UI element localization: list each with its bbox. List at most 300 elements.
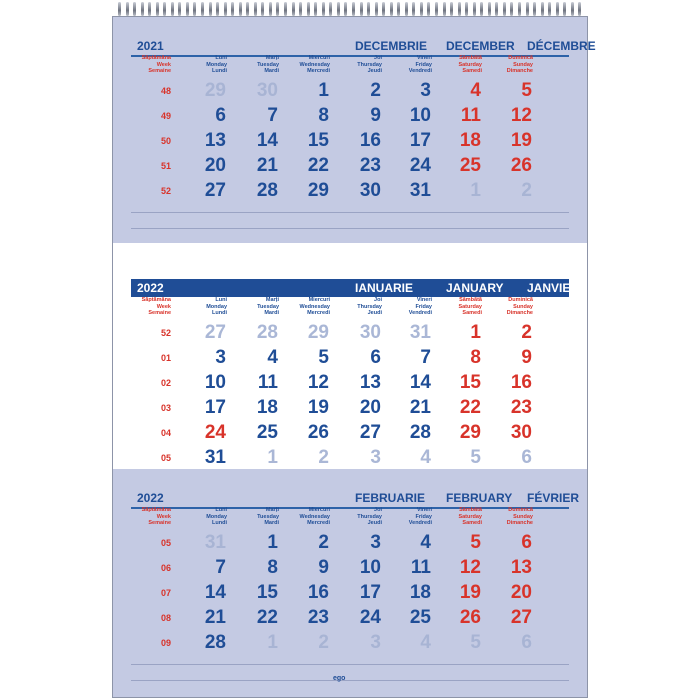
day-cell: 28 — [256, 322, 278, 343]
spiral-ring — [193, 2, 196, 16]
day-cell: 13 — [359, 372, 381, 393]
spiral-ring — [329, 2, 332, 16]
day-cell: 13 — [510, 557, 532, 578]
weekday-label-line: Tuesday — [257, 303, 279, 310]
spiral-ring — [141, 2, 144, 16]
week-label-line: Week — [156, 513, 171, 520]
spiral-ring — [171, 2, 174, 16]
weekday-label-line: Duminică — [508, 55, 533, 61]
spiral-ring — [427, 2, 430, 16]
day-cell: 15 — [459, 372, 481, 393]
spiral-ring — [126, 2, 129, 16]
day-cell: 28 — [256, 180, 278, 201]
weekday-label — [493, 55, 533, 75]
weekday-label-line: Saturday — [458, 513, 482, 520]
month-name-ro: FEBRUARIE — [355, 491, 426, 505]
year-label: 2021 — [137, 39, 164, 53]
day-cell: 1 — [318, 80, 329, 101]
weekday-label-line: Lundi — [212, 520, 227, 526]
weekday-label — [493, 297, 533, 317]
weekday-label-line: Wednesday — [299, 61, 330, 68]
spiral-ring — [541, 2, 544, 16]
day-cell: 26 — [510, 155, 532, 176]
weekday-label — [342, 55, 382, 75]
spiral-ring — [148, 2, 151, 16]
weekday-label — [239, 55, 279, 75]
weekday-label-line: Jeudi — [367, 520, 382, 526]
weekday-label — [442, 507, 482, 527]
day-cell: 25 — [256, 422, 278, 443]
day-cell: 25 — [409, 607, 431, 628]
spiral-ring — [458, 2, 461, 16]
day-cell: 6 — [370, 347, 381, 368]
week-row — [131, 531, 569, 556]
week-row — [131, 606, 569, 631]
week-column-label — [131, 507, 171, 527]
month-header — [131, 279, 580, 297]
spiral-ring — [344, 2, 347, 16]
day-cell: 29 — [307, 180, 329, 201]
day-cell: 3 — [370, 532, 381, 553]
weekday-label — [392, 507, 432, 527]
day-cell: 21 — [204, 607, 226, 628]
week-label-line: Săptămâna — [141, 55, 171, 61]
day-cell: 9 — [521, 347, 532, 368]
day-cell: 30 — [256, 80, 278, 101]
weekday-label — [239, 297, 279, 317]
note-line — [131, 664, 569, 665]
day-cell: 18 — [459, 130, 481, 151]
spiral-ring — [450, 2, 453, 16]
weekday-label-line: Vendredi — [408, 68, 432, 74]
spiral-ring — [307, 2, 310, 16]
spiral-ring — [360, 2, 363, 16]
spiral-ring — [209, 2, 212, 16]
day-cell: 26 — [307, 422, 329, 443]
spiral-ring — [246, 2, 249, 16]
spiral-ring — [510, 2, 513, 16]
week-row — [131, 346, 569, 371]
day-cell: 7 — [215, 557, 226, 578]
day-cell: 30 — [359, 180, 381, 201]
spiral-binding — [118, 2, 582, 16]
week-number: 08 — [160, 613, 171, 623]
weekday-label-line: Joi — [374, 55, 382, 61]
weekday-label-line: Thursday — [357, 61, 382, 68]
week-number: 01 — [160, 353, 171, 363]
week-column-label — [131, 297, 171, 317]
weekday-label-line: Duminică — [508, 297, 533, 303]
weekday-label-line: Friday — [415, 303, 432, 310]
weekday-label — [442, 297, 482, 317]
weekday-label — [187, 297, 227, 317]
day-cell: 1 — [267, 632, 278, 653]
day-cell: 12 — [459, 557, 481, 578]
week-column-label — [131, 55, 171, 75]
day-cell: 4 — [470, 80, 481, 101]
day-cell: 7 — [420, 347, 431, 368]
spiral-ring — [488, 2, 491, 16]
day-cell: 2 — [318, 532, 329, 553]
spiral-ring — [480, 2, 483, 16]
weekday-label — [290, 507, 330, 527]
weekday-label-line: Marți — [265, 297, 279, 303]
day-cell: 31 — [204, 532, 226, 553]
week-row — [131, 179, 569, 204]
day-cell: 19 — [459, 582, 481, 603]
month-block-february — [113, 469, 587, 697]
week-label-line: Week — [156, 61, 171, 68]
month-block-december — [113, 17, 596, 243]
month-header — [131, 37, 596, 57]
week-number: 05 — [160, 453, 171, 463]
spiral-ring — [133, 2, 136, 16]
week-number: 04 — [160, 428, 171, 438]
weekday-label-line: Tuesday — [257, 61, 279, 68]
note-line — [131, 680, 569, 681]
weekday-label-line: Sunday — [513, 61, 533, 68]
spiral-ring — [322, 2, 325, 16]
weekday-label-line: Monday — [206, 61, 227, 68]
week-label-line: Săptămâna — [141, 297, 171, 303]
day-cell: 27 — [510, 607, 532, 628]
day-cell: 14 — [256, 130, 278, 151]
week-number: 06 — [160, 563, 171, 573]
day-cell: 24 — [204, 422, 226, 443]
day-cell: 3 — [370, 632, 381, 653]
day-cell: 23 — [510, 397, 532, 418]
day-cell: 29 — [307, 322, 329, 343]
spiral-ring — [216, 2, 219, 16]
day-cell: 5 — [521, 80, 532, 101]
day-cell: 4 — [267, 347, 278, 368]
note-line — [131, 212, 569, 213]
spiral-ring — [261, 2, 264, 16]
day-cell: 12 — [510, 105, 532, 126]
weekday-label-line: Dimanche — [506, 310, 533, 316]
day-cell: 14 — [409, 372, 431, 393]
week-row — [131, 556, 569, 581]
day-cell: 14 — [204, 582, 226, 603]
day-cell: 23 — [307, 607, 329, 628]
day-cell: 31 — [204, 447, 226, 468]
spiral-ring — [352, 2, 355, 16]
day-cell: 1 — [470, 180, 481, 201]
weekday-label — [290, 55, 330, 75]
month-name-fr: JANVIER — [527, 281, 580, 295]
day-cell: 8 — [470, 347, 481, 368]
day-cell: 17 — [409, 130, 431, 151]
month-name-fr: DÉCEMBRE — [527, 39, 596, 53]
spiral-ring — [518, 2, 521, 16]
weekday-label-line: Mercredi — [307, 310, 330, 316]
weekday-label — [342, 507, 382, 527]
weekday-label-line: Miercuri — [308, 507, 330, 513]
spiral-ring — [503, 2, 506, 16]
weekday-label-line: Monday — [206, 303, 227, 310]
weekday-label-line: Luni — [215, 297, 227, 303]
week-row — [131, 581, 569, 606]
week-number: 07 — [160, 588, 171, 598]
weekday-label — [342, 297, 382, 317]
weekday-label-line: Vineri — [416, 507, 432, 513]
day-cell: 19 — [307, 397, 329, 418]
weekday-label-line: Lundi — [212, 310, 227, 316]
day-cell: 27 — [204, 322, 226, 343]
day-cell: 11 — [257, 372, 278, 393]
day-cell: 28 — [204, 632, 226, 653]
day-cell: 6 — [521, 632, 532, 653]
day-cell: 16 — [307, 582, 329, 603]
weekday-label-line: Jeudi — [367, 310, 382, 316]
spiral-ring — [526, 2, 529, 16]
day-cell: 30 — [510, 422, 532, 443]
day-cell: 1 — [267, 532, 278, 553]
day-cell: 12 — [307, 372, 329, 393]
week-number: 05 — [160, 538, 171, 548]
spiral-ring — [375, 2, 378, 16]
week-number: 49 — [160, 111, 171, 121]
weekday-labels — [131, 55, 569, 79]
week-number: 02 — [160, 378, 171, 388]
day-cell: 27 — [204, 180, 226, 201]
spiral-ring — [495, 2, 498, 16]
weekday-label-line: Luni — [215, 55, 227, 61]
weekday-label — [239, 507, 279, 527]
day-cell: 21 — [409, 397, 431, 418]
weekday-label-line: Marți — [265, 507, 279, 513]
day-cell: 18 — [409, 582, 431, 603]
weekday-label-line: Vendredi — [408, 520, 432, 526]
spiral-ring — [382, 2, 385, 16]
week-row — [131, 129, 569, 154]
weekday-label — [187, 507, 227, 527]
day-cell: 20 — [510, 582, 532, 603]
week-row — [131, 421, 569, 446]
day-cell: 4 — [420, 532, 431, 553]
month-name-ro: DECEMBRIE — [355, 39, 428, 53]
day-cell: 4 — [420, 632, 431, 653]
week-row — [131, 79, 569, 104]
week-row — [131, 321, 569, 346]
day-cell: 23 — [359, 155, 381, 176]
weekday-label-line: Dimanche — [506, 68, 533, 74]
spiral-ring — [239, 2, 242, 16]
week-row — [131, 446, 569, 471]
day-cell: 18 — [256, 397, 278, 418]
day-cell: 2 — [370, 80, 381, 101]
spiral-ring — [254, 2, 257, 16]
spiral-ring — [269, 2, 272, 16]
day-cell: 5 — [318, 347, 329, 368]
day-cell: 9 — [370, 105, 381, 126]
day-cell: 8 — [267, 557, 278, 578]
spiral-ring — [420, 2, 423, 16]
weekday-label-line: Vineri — [416, 297, 432, 303]
day-cell: 31 — [409, 180, 431, 201]
spiral-ring — [397, 2, 400, 16]
day-cell: 10 — [359, 557, 381, 578]
week-number: 09 — [160, 638, 171, 648]
spiral-ring — [337, 2, 340, 16]
day-cell: 15 — [307, 130, 329, 151]
month-name-en: DECEMBER — [446, 39, 515, 53]
day-cell: 11 — [460, 105, 481, 126]
day-cell: 20 — [359, 397, 381, 418]
weekday-label-line: Joi — [374, 297, 382, 303]
day-cell: 26 — [459, 607, 481, 628]
day-cell: 28 — [409, 422, 431, 443]
day-cell: 19 — [510, 130, 532, 151]
year-label: 2022 — [137, 491, 164, 505]
day-cell: 27 — [359, 422, 381, 443]
weekday-label-line: Sunday — [513, 303, 533, 310]
day-cell: 13 — [204, 130, 226, 151]
spiral-ring — [299, 2, 302, 16]
day-cell: 2 — [318, 632, 329, 653]
day-cell: 21 — [256, 155, 278, 176]
weekday-label-line: Wednesday — [299, 303, 330, 310]
weekday-label-line: Samedi — [462, 520, 482, 526]
month-name-ro: IANUARIE — [355, 281, 414, 295]
spiral-ring — [473, 2, 476, 16]
day-cell: 25 — [459, 155, 481, 176]
day-cell: 17 — [204, 397, 226, 418]
year-label: 2022 — [137, 281, 164, 295]
day-cell: 30 — [359, 322, 381, 343]
spiral-ring — [224, 2, 227, 16]
weekday-label-line: Miercuri — [308, 55, 330, 61]
day-cell: 8 — [318, 105, 329, 126]
spiral-ring — [390, 2, 393, 16]
spiral-ring — [435, 2, 438, 16]
day-cell: 7 — [267, 105, 278, 126]
week-row — [131, 371, 569, 396]
weekday-label-line: Friday — [415, 61, 432, 68]
day-cell: 15 — [256, 582, 278, 603]
spiral-ring — [292, 2, 295, 16]
weekday-labels — [131, 297, 569, 321]
weekday-label-line: Mercredi — [307, 520, 330, 526]
day-cell: 24 — [359, 607, 381, 628]
day-cell: 24 — [409, 155, 431, 176]
week-row — [131, 154, 569, 179]
month-name-en: JANUARY — [446, 281, 504, 295]
weekday-label-line: Mardi — [264, 310, 279, 316]
month-header — [131, 489, 580, 509]
day-cell: 2 — [521, 322, 532, 343]
day-cell: 22 — [307, 155, 329, 176]
spiral-ring — [231, 2, 234, 16]
day-cell: 2 — [318, 447, 329, 468]
weekday-label-line: Mardi — [264, 68, 279, 74]
weekday-label-line: Luni — [215, 507, 227, 513]
day-cell: 16 — [359, 130, 381, 151]
day-cell: 5 — [470, 447, 481, 468]
day-cell: 11 — [410, 557, 431, 578]
spiral-ring — [201, 2, 204, 16]
weekday-label-line: Samedi — [462, 68, 482, 74]
spiral-ring — [367, 2, 370, 16]
spiral-ring — [284, 2, 287, 16]
weekday-label-line: Thursday — [357, 303, 382, 310]
day-cell: 17 — [359, 582, 381, 603]
weekday-label-line: Friday — [415, 513, 432, 520]
wall-calendar — [112, 16, 596, 698]
week-label-line: Week — [156, 303, 171, 310]
weekday-labels — [131, 507, 569, 531]
day-cell: 16 — [510, 372, 532, 393]
day-cell: 3 — [420, 80, 431, 101]
weekday-label-line: Duminică — [508, 507, 533, 513]
spiral-ring — [314, 2, 317, 16]
week-number: 52 — [160, 186, 171, 196]
month-name-fr: FÉVRIER — [527, 491, 580, 505]
week-label-line: Semaine — [148, 520, 171, 526]
spiral-ring — [465, 2, 468, 16]
spiral-ring — [163, 2, 166, 16]
weekday-label-line: Saturday — [458, 303, 482, 310]
weekday-label-line: Lundi — [212, 68, 227, 74]
day-cell: 5 — [470, 532, 481, 553]
day-cell: 6 — [521, 532, 532, 553]
spiral-ring — [571, 2, 574, 16]
week-number: 52 — [160, 328, 171, 338]
day-cell: 9 — [318, 557, 329, 578]
weekday-label-line: Marți — [265, 55, 279, 61]
spiral-ring — [556, 2, 559, 16]
day-cell: 2 — [521, 180, 532, 201]
weekday-label-line: Sâmbătă — [459, 55, 482, 61]
week-number: 50 — [160, 136, 171, 146]
weekday-label-line: Dimanche — [506, 520, 533, 526]
day-cell: 10 — [204, 372, 226, 393]
weekday-label-line: Tuesday — [257, 513, 279, 520]
spiral-ring — [443, 2, 446, 16]
weekday-label-line: Vendredi — [408, 310, 432, 316]
week-row — [131, 104, 569, 129]
weekday-label — [392, 297, 432, 317]
day-cell: 22 — [256, 607, 278, 628]
weekday-label-line: Jeudi — [367, 68, 382, 74]
week-row — [131, 396, 569, 421]
weekday-label-line: Mardi — [264, 520, 279, 526]
day-cell: 5 — [470, 632, 481, 653]
week-label-line: Săptămâna — [141, 507, 171, 513]
weekday-label-line: Wednesday — [299, 513, 330, 520]
spiral-ring — [548, 2, 551, 16]
weekday-label-line: Sunday — [513, 513, 533, 520]
day-cell: 29 — [459, 422, 481, 443]
weekday-label — [290, 297, 330, 317]
month-name-en: FEBRUARY — [446, 491, 513, 505]
month-block-january — [113, 243, 587, 469]
weekday-label-line: Thursday — [357, 513, 382, 520]
day-cell: 1 — [267, 447, 278, 468]
weekday-label-line: Miercuri — [308, 297, 330, 303]
day-cell: 10 — [409, 105, 431, 126]
spiral-ring — [276, 2, 279, 16]
weekday-label-line: Mercredi — [307, 68, 330, 74]
brand-logo: ego — [333, 675, 346, 682]
weekday-label-line: Saturday — [458, 61, 482, 68]
spiral-ring — [118, 2, 121, 16]
day-cell: 4 — [420, 447, 431, 468]
spiral-ring — [156, 2, 159, 16]
spiral-ring — [533, 2, 536, 16]
week-number: 51 — [160, 161, 171, 171]
weekday-label — [442, 55, 482, 75]
